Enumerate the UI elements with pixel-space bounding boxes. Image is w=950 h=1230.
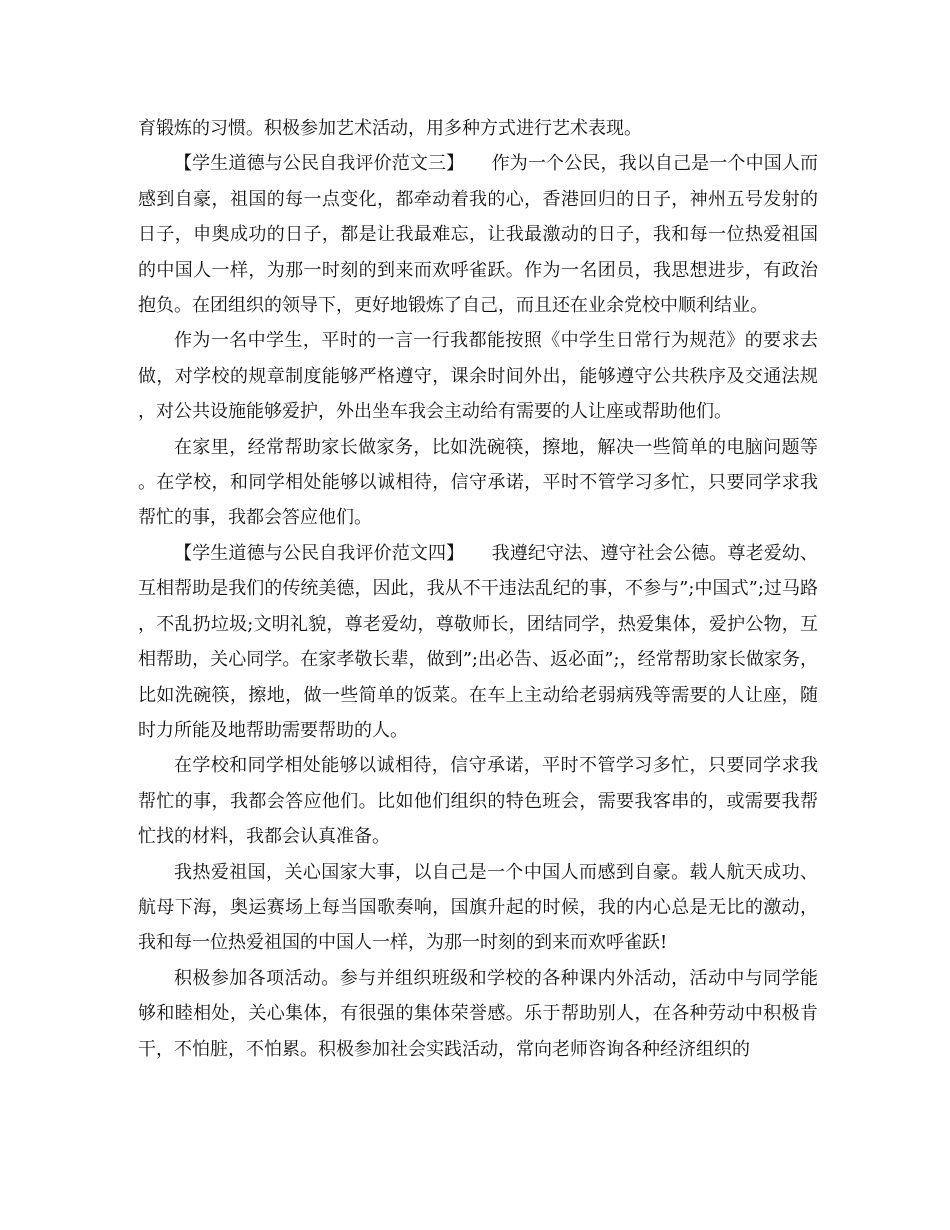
section-heading: 【学生道德与公民自我评价范文三】 — [174, 153, 456, 175]
paragraph-text: 我热爱祖国，关心国家大事，以自己是一个中国人而感到自豪。载人航天成功、航母下海，奥运赛场上每当国歌奏响，国旗升起的时候，我的内心总是无比的激动，我和每一位热爱祖国的中国人一样，为那一时刻的到来而欢呼雀跃! — [138, 861, 818, 954]
paragraph-text: 在家里，经常帮助家长做家务，比如洗碗筷，擦地，解决一些简单的电脑问题等。在学校，和同学相处能够以诚相待，信守承诺，平时不管学习多忙，只要同学求我帮忙的事，我都会答应他们。 — [138, 436, 818, 529]
heading-gap — [455, 153, 491, 174]
heading-gap — [455, 543, 491, 564]
paragraph-text: 作为一个公民，我以自己是一个中国人而感到自豪，祖国的每一点变化，都牵动着我的心，香港回归的日子，神州五号发射的日子，申奥成功的日子，都是让我最难忘，让我最激动的日子，我和每一位热爱祖国的中国人一样，为那一时刻的到来而欢呼雀跃。作为一名团员，我思想进步，有政治抱负。在团组织的领导下，更好地锻炼了自己，而且还在业余党校中顺利结业。 — [138, 153, 819, 317]
document-body — [138, 111, 818, 1067]
paragraph-classmates — [138, 748, 818, 854]
paragraph-text: 我遵纪守法、遵守社会公德。尊老爱幼、互相帮助是我们的传统美德，因此，我从不干违法乱纪的事，不参与”;中国式”;过马路，不乱扔垃圾;文明礼貌，尊老爱幼，尊敬师长，团结同学，热爱集体，爱护公物，互相帮助，关心同学。在家孝敬长辈，做到”;出必告、返必面”;，经常帮助家长做家务，比如洗碗筷，擦地，做一些简单的饭菜。在车上主动给老弱病残等需要的人让座，随时力所能及地帮助需要帮助的人。 — [138, 542, 819, 741]
paragraph-sample-four — [138, 536, 818, 748]
paragraph-patriotism — [138, 855, 818, 961]
section-heading: 【学生道德与公民自我评价范文四】 — [174, 542, 456, 564]
paragraph-continuation — [138, 111, 818, 146]
paragraph-student-conduct — [138, 323, 818, 429]
paragraph-text: 作为一名中学生，平时的一言一行我都能按照《中学生日常行为规范》的要求去做，对学校的规章制度能够严格遵守，课余时间外出，能够遵守公共秩序及交通法规，对公共设施能够爱护，外出坐车我会主动给有需要的人让座或帮助他们。 — [138, 330, 818, 423]
paragraph-activities — [138, 961, 818, 1067]
paragraph-text: 积极参加各项活动。参与并组织班级和学校的各种课内外活动，活动中与同学能够和睦相处，关心集体，有很强的集体荣誉感。乐于帮助别人，在各种劳动中积极肯干，不怕脏，不怕累。积极参加社会实践活动，常向老师咨询各种经济组织的 — [138, 967, 818, 1060]
paragraph-text: 育锻炼的习惯。积极参加艺术活动，用多种方式进行艺术表现。 — [138, 118, 642, 139]
paragraph-home-school — [138, 430, 818, 536]
paragraph-sample-three — [138, 146, 818, 323]
paragraph-text: 在学校和同学相处能够以诚相待，信守承诺，平时不管学习多忙，只要同学求我帮忙的事，我都会答应他们。比如他们组织的特色班会，需要我客串的，或需要我帮忙找的材料，我都会认真准备。 — [138, 755, 818, 848]
